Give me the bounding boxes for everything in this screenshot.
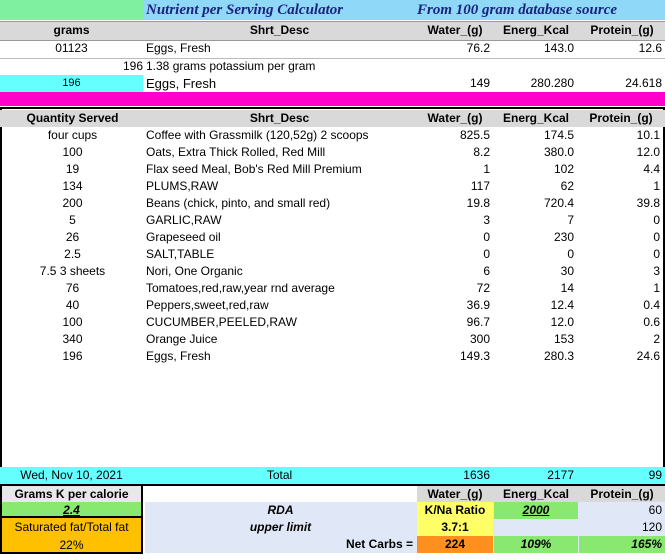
- table-row[interactable]: [0, 161, 665, 178]
- row-kcal: 720.4: [543, 196, 574, 210]
- header-kcal: Energ_Kcal: [502, 111, 570, 125]
- total-label: Total: [266, 468, 293, 482]
- row-desc: Nori, One Organic: [146, 264, 243, 278]
- rda-kcal[interactable]: 2000: [494, 502, 578, 519]
- netcarbs-label: Net Carbs =: [345, 537, 413, 551]
- lookup-header-protein: Protein_(g): [590, 23, 654, 37]
- knar-label: K/Na Ratio: [417, 502, 493, 519]
- row-kcal: 230: [553, 230, 574, 244]
- lookup-row[interactable]: [0, 40, 665, 59]
- row-water: 0: [483, 247, 490, 261]
- banner-left-fill: [0, 0, 143, 20]
- magenta-divider: [0, 92, 665, 106]
- row-kcal: 0: [567, 247, 574, 261]
- row-protein: 24.6: [636, 349, 660, 363]
- row-water: 3: [483, 213, 490, 227]
- row-kcal: 280.3: [543, 349, 574, 363]
- row-protein: 39.8: [636, 196, 660, 210]
- lookup-header-water: Water_(g): [427, 23, 483, 37]
- row-quantity[interactable]: 76: [65, 281, 80, 295]
- sat-fat-value: 22%: [0, 536, 143, 554]
- table-row[interactable]: [0, 246, 665, 263]
- row-protein: 3: [653, 264, 660, 278]
- lookup-protein: 12.6: [638, 41, 662, 55]
- row-desc: Tomatoes,red,raw,year rnd average: [146, 281, 335, 295]
- table-row[interactable]: [0, 212, 665, 229]
- row-water: 300: [469, 332, 490, 346]
- ndb-number[interactable]: 01123: [55, 41, 88, 55]
- pct-protein: 165%: [579, 536, 665, 553]
- row-quantity[interactable]: 19: [65, 162, 80, 176]
- scaled-desc: Eggs, Fresh: [146, 76, 217, 91]
- row-desc: CUCUMBER,PEELED,RAW: [146, 315, 297, 329]
- total-water: 1636: [463, 468, 490, 482]
- pct-kcal: 109%: [494, 536, 578, 553]
- row-kcal: 153: [553, 332, 574, 346]
- row-desc: PLUMS,RAW: [146, 179, 219, 193]
- table-row[interactable]: [0, 280, 665, 297]
- table-row[interactable]: [0, 195, 665, 212]
- scaled-grams[interactable]: 196: [0, 75, 143, 92]
- total-protein: 99: [648, 468, 662, 482]
- row-water: 6: [483, 264, 490, 278]
- banner: [0, 0, 665, 20]
- summary-header-water: Water_(g): [427, 487, 483, 501]
- row-kcal: 30: [560, 264, 574, 278]
- scaled-row: [0, 75, 665, 92]
- table-row[interactable]: [0, 144, 665, 161]
- lookup-kcal: 143.0: [543, 41, 574, 55]
- row-protein: 1: [653, 281, 660, 295]
- row-kcal: 12.0: [550, 315, 574, 329]
- scaled-kcal: 280.280: [530, 76, 574, 90]
- row-quantity[interactable]: 340: [62, 332, 83, 346]
- row-desc: Coffee with Grassmilk (120,52g) 2 scoops: [146, 128, 369, 142]
- row-protein: 10.1: [636, 128, 660, 142]
- row-quantity[interactable]: 100: [62, 315, 83, 329]
- netcarbs-value: 224: [417, 536, 493, 553]
- row-protein: 12.0: [636, 145, 660, 159]
- row-water: 19.8: [466, 196, 490, 210]
- table-row[interactable]: [0, 331, 665, 348]
- row-quantity[interactable]: 7.5 3 sheets: [39, 264, 106, 278]
- table-row[interactable]: [0, 348, 665, 365]
- row-water: 96.7: [466, 315, 490, 329]
- total-kcal: 2177: [547, 468, 574, 482]
- lookup-header-kcal: Energ_Kcal: [502, 23, 570, 37]
- row-protein: 0.6: [643, 315, 660, 329]
- table-row[interactable]: [0, 229, 665, 246]
- grams-k-value: 2.4: [0, 502, 143, 518]
- row-kcal: 62: [560, 179, 574, 193]
- row-quantity[interactable]: 26: [65, 230, 80, 244]
- row-desc: Flax seed Meal, Bob's Red Mill Premium: [146, 162, 362, 176]
- table-row[interactable]: [0, 297, 665, 314]
- row-kcal: 7: [567, 213, 574, 227]
- row-desc: Eggs, Fresh: [146, 349, 211, 363]
- row-kcal: 174.5: [543, 128, 574, 142]
- row-quantity[interactable]: four cups: [47, 128, 98, 142]
- row-quantity[interactable]: 200: [62, 196, 83, 210]
- header-quantity: Quantity Served: [26, 111, 119, 125]
- row-water: 72: [476, 281, 490, 295]
- table-header-row: [0, 110, 665, 127]
- row-water: 8.2: [473, 145, 490, 159]
- summary-header-kcal: Energ_Kcal: [502, 487, 570, 501]
- row-water: 117: [470, 179, 490, 193]
- row-kcal: 14: [560, 281, 574, 295]
- row-desc: SALT,TABLE: [146, 247, 215, 261]
- grams-k-label: Grams K per calorie: [0, 486, 143, 502]
- table-row[interactable]: [0, 263, 665, 280]
- row-quantity[interactable]: 2.5: [64, 247, 81, 261]
- scaled-protein: 24.618: [625, 76, 662, 90]
- row-desc: Grapeseed oil: [146, 230, 221, 244]
- row-protein: 0: [653, 230, 660, 244]
- row-kcal: 380.0: [543, 145, 574, 159]
- rda-protein: 60: [648, 503, 662, 517]
- row-desc: GARLIC,RAW: [146, 213, 222, 227]
- lookup-header-desc: Shrt_Desc: [249, 23, 310, 37]
- row-quantity[interactable]: 100: [62, 145, 83, 159]
- knar-value: 3.7:1: [417, 519, 493, 536]
- table-row[interactable]: [0, 127, 665, 144]
- table-row[interactable]: [0, 178, 665, 195]
- rda-label: RDA: [267, 503, 294, 517]
- lookup-water: 76.2: [466, 41, 490, 55]
- row-quantity[interactable]: 40: [65, 298, 80, 312]
- row-desc: Oats, Extra Thick Rolled, Red Mill: [146, 145, 326, 159]
- row-water: 1: [483, 162, 490, 176]
- row-protein: 0.4: [643, 298, 660, 312]
- header-water: Water_(g): [427, 111, 483, 125]
- calculator-title: Nutrient per Serving Calculator: [146, 2, 344, 18]
- row-water: 825.5: [459, 128, 490, 142]
- header-desc: Shrt_Desc: [249, 111, 310, 125]
- total-row: [0, 467, 665, 484]
- row-protein: 0: [653, 247, 660, 261]
- row-kcal: 12.4: [550, 298, 574, 312]
- row-protein: 1: [653, 179, 660, 193]
- row-quantity[interactable]: 5: [69, 213, 76, 227]
- row-water: 149.3: [459, 349, 490, 363]
- upper-protein: 120: [641, 520, 662, 534]
- total-date: Wed, Nov 10, 2021: [20, 468, 123, 482]
- row-protein: 0: [653, 213, 660, 227]
- potassium-note: 1.38 grams potassium per gram: [146, 59, 316, 73]
- lookup-header-grams: grams: [53, 23, 90, 37]
- header-protein: Protein_(g): [589, 111, 653, 125]
- row-protein: 4.4: [643, 162, 660, 176]
- row-desc: Orange Juice: [146, 332, 218, 346]
- summary-header-protein: Protein_(g): [590, 487, 654, 501]
- row-water: 0: [483, 230, 490, 244]
- potassium-qty: 196: [122, 59, 143, 73]
- row-kcal: 102: [553, 162, 574, 176]
- lookup-header-row: [0, 21, 665, 41]
- row-desc: Beans (chick, pinto, and small red): [146, 196, 331, 210]
- row-water: 36.9: [466, 298, 490, 312]
- row-quantity[interactable]: 134: [62, 179, 83, 193]
- potassium-row: [0, 58, 665, 75]
- lookup-desc: Eggs, Fresh: [146, 41, 211, 55]
- scaled-water: 149: [469, 76, 490, 90]
- upper-limit-label: upper limit: [249, 520, 312, 534]
- row-quantity[interactable]: 196: [62, 349, 83, 363]
- row-protein: 2: [653, 332, 660, 346]
- table-row[interactable]: [0, 314, 665, 331]
- sat-fat-label: Saturated fat/Total fat: [0, 518, 143, 536]
- row-desc: Peppers,sweet,red,raw: [146, 298, 269, 312]
- source-title: From 100 gram database source: [417, 2, 618, 18]
